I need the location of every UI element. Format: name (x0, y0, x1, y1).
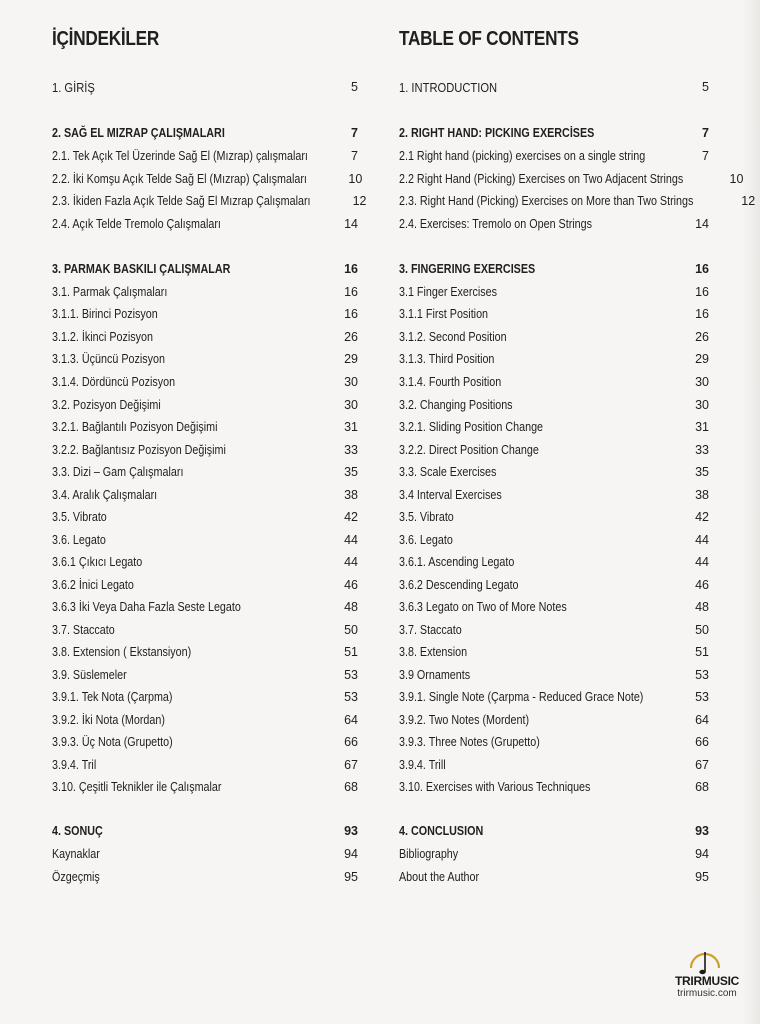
toc-entry-page: 16 (695, 262, 709, 276)
toc-entry-label: 4. SONUÇ (52, 824, 103, 838)
toc-entry (399, 733, 709, 751)
toc-entry (399, 643, 709, 661)
toc-entry-page: 64 (344, 713, 358, 727)
toc-entry-label: 3.6.1 Çıkıcı Legato (52, 555, 143, 569)
toc-entry-page: 93 (695, 824, 709, 838)
page-edge-shadow (742, 0, 760, 1024)
toc-entry (52, 868, 358, 886)
toc-entry-label: 3.9. Süslemeler (52, 668, 127, 682)
toc-entry-page: 93 (344, 824, 358, 838)
toc-entry (399, 756, 709, 774)
toc-entry (52, 576, 358, 594)
toc-entry-label: 3.2.1. Sliding Position Change (399, 420, 544, 434)
toc-entry-label: 2.3. Right Hand (Picking) Exercises on More than Two Strings (399, 194, 694, 208)
toc-entry-label: About the Author (399, 870, 480, 884)
toc-entry (52, 531, 358, 549)
toc-entry-label: 1. INTRODUCTION (399, 79, 498, 95)
toc-entry (399, 124, 709, 142)
toc-entry-page: 68 (695, 780, 709, 794)
toc-entry-page: 42 (344, 510, 358, 524)
toc-entry-label: 3.6. Legato (52, 533, 106, 547)
toc-entry-label: 3.6.1. Ascending Legato (399, 555, 515, 569)
toc-entry-page: 30 (695, 375, 709, 389)
toc-entry-label: 3.7. Staccato (399, 623, 462, 637)
toc-entry-page: 35 (695, 465, 709, 479)
toc-entry-label: 3.9.3. Üç Nota (Grupetto) (52, 735, 173, 749)
toc-entry-page: 16 (695, 307, 709, 321)
toc-entry (52, 778, 358, 796)
toc-entry (399, 350, 709, 368)
toc-entry (399, 531, 709, 549)
toc-entry-label: 4. CONCLUSION (399, 824, 484, 838)
toc-entry (399, 147, 709, 165)
toc-entry (399, 778, 709, 796)
toc-entry-label: 3.9.3. Three Notes (Grupetto) (399, 735, 540, 749)
toc-entry (52, 328, 358, 346)
toc-entry (52, 666, 358, 684)
toc-entry-page: 7 (702, 149, 709, 163)
toc-entry (399, 666, 709, 684)
toc-entry-page: 30 (695, 398, 709, 412)
toc-entry (399, 305, 709, 323)
toc-entry (399, 845, 709, 863)
toc-entry-page: 44 (344, 555, 358, 569)
toc-entry-label: 3.1. Parmak Çalışmaları (52, 285, 168, 299)
toc-entry-page: 67 (344, 758, 358, 772)
toc-entry (52, 147, 358, 165)
toc-entry (52, 396, 358, 414)
logo-name: TRIRMUSIC (675, 974, 739, 988)
toc-entry-page: 48 (695, 600, 709, 614)
music-note-logo-icon (687, 946, 723, 976)
toc-entry-page: 26 (344, 330, 358, 344)
toc-entry-page: 31 (695, 420, 709, 434)
toc-entry (399, 868, 709, 886)
toc-entry-label: Bibliography (399, 847, 459, 861)
toc-entry-label: 3.6. Legato (399, 533, 453, 547)
toc-entry-page: 51 (695, 645, 709, 659)
toc-entry-page: 5 (351, 80, 358, 94)
toc-entry-page: 42 (695, 510, 709, 524)
toc-entry (399, 215, 709, 233)
toc-entry-page: 46 (695, 578, 709, 592)
toc-entry-label: 2.1. Tek Açık Tel Üzerinde Sağ El (Mızrap) çalışmaları (52, 149, 308, 163)
toc-entry-page: 50 (695, 623, 709, 637)
toc-entry (52, 441, 358, 459)
toc-entry (52, 756, 358, 774)
toc-entry-label: 3.1.2. İkinci Pozisyon (52, 330, 153, 344)
toc-entry-label: 3.10. Çeşitli Teknikler ile Çalışmalar (52, 780, 222, 794)
toc-entry-page: 38 (344, 488, 358, 502)
toc-entry-page: 14 (344, 217, 358, 231)
toc-entry-label: 2.1 Right hand (picking) exercises on a single string (399, 149, 646, 163)
toc-entry-page: 16 (344, 262, 358, 276)
toc-entry (399, 328, 709, 346)
toc-entry-label: 3.1.1 First Position (399, 307, 489, 321)
toc-entry-page: 95 (695, 870, 709, 884)
toc-entry-page: 50 (344, 623, 358, 637)
toc-entry-page: 38 (695, 488, 709, 502)
toc-entry-label: 3.4. Aralık Çalışmaları (52, 488, 158, 502)
toc-entry-page: 16 (344, 285, 358, 299)
toc-entry (399, 283, 709, 301)
toc-entry-label: 2. RIGHT HAND: PICKING EXERCİSES (399, 126, 595, 140)
toc-entry (399, 486, 709, 504)
toc-entry-label: 1. GİRİŞ (52, 79, 95, 95)
toc-title-turkish: İÇİNDEKİLER (52, 28, 160, 50)
toc-entry-page: 26 (695, 330, 709, 344)
toc-entry-label: 3.9.1. Single Note (Çarpma - Reduced Grace Note) (399, 690, 644, 704)
toc-entry-label: 3.9.4. Tril (52, 758, 97, 772)
toc-entry-page: 51 (344, 645, 358, 659)
toc-entry (52, 822, 358, 840)
toc-entry (399, 621, 709, 639)
toc-entry-label: 3.9.2. İki Nota (Mordan) (52, 713, 165, 727)
toc-entry-page: 5 (702, 80, 709, 94)
toc-entry-page: 29 (695, 352, 709, 366)
toc-entry-page: 53 (695, 690, 709, 704)
toc-entry-page: 94 (344, 847, 358, 861)
toc-entry-page: 64 (695, 713, 709, 727)
toc-entry-page: 14 (695, 217, 709, 231)
toc-entry-label: 2.4. Açık Telde Tremolo Çalışmaları (52, 217, 221, 231)
toc-entry-page: 53 (344, 690, 358, 704)
toc-entry-page: 44 (695, 533, 709, 547)
toc-entry-label: 3.6.3 Legato on Two of More Notes (399, 600, 567, 614)
toc-entry (399, 396, 709, 414)
toc-entry-label: 3.8. Extension ( Ekstansiyon) (52, 645, 192, 659)
toc-entry-label: 3.1 Finger Exercises (399, 285, 497, 299)
toc-entry (52, 283, 358, 301)
toc-entry (399, 553, 709, 571)
toc-entry-page: 33 (695, 443, 709, 457)
toc-title-english: TABLE OF CONTENTS (399, 28, 579, 50)
toc-entry (52, 553, 358, 571)
toc-entry (52, 598, 358, 616)
toc-entry (399, 260, 709, 278)
toc-entry (399, 170, 744, 188)
toc-entry-page: 30 (344, 398, 358, 412)
toc-entry-label: 3.1.4. Fourth Position (399, 375, 502, 389)
toc-entry-page: 7 (702, 126, 709, 140)
toc-entry-page: 30 (344, 375, 358, 389)
toc-entry-label: 3.10. Exercises with Various Techniques (399, 780, 591, 794)
toc-entry-page: 53 (695, 668, 709, 682)
toc-entry-page: 29 (344, 352, 358, 366)
toc-entry-label: 3.3. Scale Exercises (399, 465, 497, 479)
toc-entry-label: 3.9.1. Tek Nota (Çarpma) (52, 690, 173, 704)
toc-entry (399, 598, 709, 616)
toc-entry-page: 95 (344, 870, 358, 884)
toc-entry-page: 16 (695, 285, 709, 299)
toc-entry (399, 688, 709, 706)
toc-entry-label: 3.7. Staccato (52, 623, 115, 637)
toc-entry-page: 66 (344, 735, 358, 749)
toc-entry-label: 3. PARMAK BASKILI ÇALIŞMALAR (52, 262, 231, 276)
toc-entry-label: 3.9 Ornaments (399, 668, 471, 682)
toc-entry (52, 463, 358, 481)
toc-entry-label: 3.2.2. Bağlantısız Pozisyon Değişimi (52, 443, 226, 457)
toc-entry (52, 373, 358, 391)
toc-entry-page: 53 (344, 668, 358, 682)
toc-entry-label: 3.2. Pozisyon Değişimi (52, 398, 161, 412)
toc-entry-label: 3.1.4. Dördüncü Pozisyon (52, 375, 176, 389)
toc-entry (399, 373, 709, 391)
toc-entry (52, 845, 358, 863)
toc-entry-label: 2.3. İkiden Fazla Açık Telde Sağ El Mızrap Çalışmaları (52, 194, 311, 208)
toc-entry (52, 486, 358, 504)
toc-entry-label: 3.3. Dizi – Gam Çalışmaları (52, 465, 184, 479)
toc-entry-page: 44 (695, 555, 709, 569)
toc-entry-label: 3.1.3. Üçüncü Pozisyon (52, 352, 165, 366)
toc-entry (52, 350, 358, 368)
toc-entry (399, 418, 709, 436)
toc-entry-label: 2.4. Exercises: Tremolo on Open Strings (399, 217, 593, 231)
toc-entry (52, 260, 358, 278)
toc-entry-page: 7 (351, 126, 358, 140)
toc-entry-label: 3.6.3 İki Veya Daha Fazla Seste Legato (52, 600, 241, 614)
toc-entry-page: 46 (344, 578, 358, 592)
toc-entry (52, 688, 358, 706)
toc-entry-label: 3.6.2 İnici Legato (52, 578, 134, 592)
toc-entry-label: 2. SAĞ EL MIZRAP ÇALIŞMALARI (52, 126, 225, 140)
toc-entry-page: 12 (352, 194, 367, 208)
toc-entry-page: 10 (729, 172, 744, 186)
toc-entry (52, 711, 358, 729)
toc-entry (399, 192, 756, 210)
publisher-logo (669, 946, 745, 1006)
logo-url: trirmusic.com (677, 988, 737, 999)
toc-entry (52, 508, 358, 526)
toc-entry-label: Özgeçmiş (52, 870, 100, 884)
toc-entry (52, 733, 358, 751)
toc-entry (399, 822, 709, 840)
toc-entry-page: 48 (344, 600, 358, 614)
toc-entry (399, 576, 709, 594)
toc-entry-page: 10 (348, 172, 363, 186)
toc-entry (399, 711, 709, 729)
toc-entry (52, 192, 367, 210)
toc-entry-page: 94 (695, 847, 709, 861)
toc-entry (52, 124, 358, 142)
toc-entry-label: 3.2.2. Direct Position Change (399, 443, 539, 457)
toc-entry (399, 508, 709, 526)
toc-entry (399, 78, 709, 96)
toc-entry-label: 3.5. Vibrato (52, 510, 107, 524)
toc-entry-page: 66 (695, 735, 709, 749)
toc-entry-label: 3.4 Interval Exercises (399, 488, 502, 502)
toc-entry-label: 2.2. İki Komşu Açık Telde Sağ El (Mızrap) Çalışmaları (52, 172, 307, 186)
toc-entry (52, 621, 358, 639)
toc-entry-label: 3.5. Vibrato (399, 510, 454, 524)
toc-entry (52, 170, 363, 188)
toc-entry (399, 463, 709, 481)
toc-entry-label: 2.2 Right Hand (Picking) Exercises on Two Adjacent Strings (399, 172, 684, 186)
toc-entry (52, 418, 358, 436)
toc-entry-label: 3.1.2. Second Position (399, 330, 507, 344)
toc-entry-label: 3. FINGERING EXERCISES (399, 262, 536, 276)
toc-entry-label: 3.1.1. Birinci Pozisyon (52, 307, 158, 321)
toc-entry-page: 44 (344, 533, 358, 547)
toc-entry-page: 7 (351, 149, 358, 163)
toc-entry (399, 441, 709, 459)
toc-entry-label: 3.2. Changing Positions (399, 398, 513, 412)
toc-entry-page: 12 (741, 194, 756, 208)
toc-entry-label: 3.9.2. Two Notes (Mordent) (399, 713, 530, 727)
toc-entry-page: 33 (344, 443, 358, 457)
toc-entry-label: 3.9.4. Trill (399, 758, 446, 772)
toc-entry (52, 643, 358, 661)
toc-entry-page: 68 (344, 780, 358, 794)
toc-entry-label: 3.1.3. Third Position (399, 352, 495, 366)
toc-entry-page: 16 (344, 307, 358, 321)
toc-entry (52, 78, 358, 96)
toc-entry-label: 3.8. Extension (399, 645, 468, 659)
toc-entry (52, 215, 358, 233)
toc-entry-label: 3.6.2 Descending Legato (399, 578, 519, 592)
toc-entry-label: 3.2.1. Bağlantılı Pozisyon Değişimi (52, 420, 218, 434)
toc-entry-page: 67 (695, 758, 709, 772)
toc-entry-label: Kaynaklar (52, 847, 100, 861)
toc-entry (52, 305, 358, 323)
toc-entry-page: 31 (344, 420, 358, 434)
toc-entry-page: 35 (344, 465, 358, 479)
